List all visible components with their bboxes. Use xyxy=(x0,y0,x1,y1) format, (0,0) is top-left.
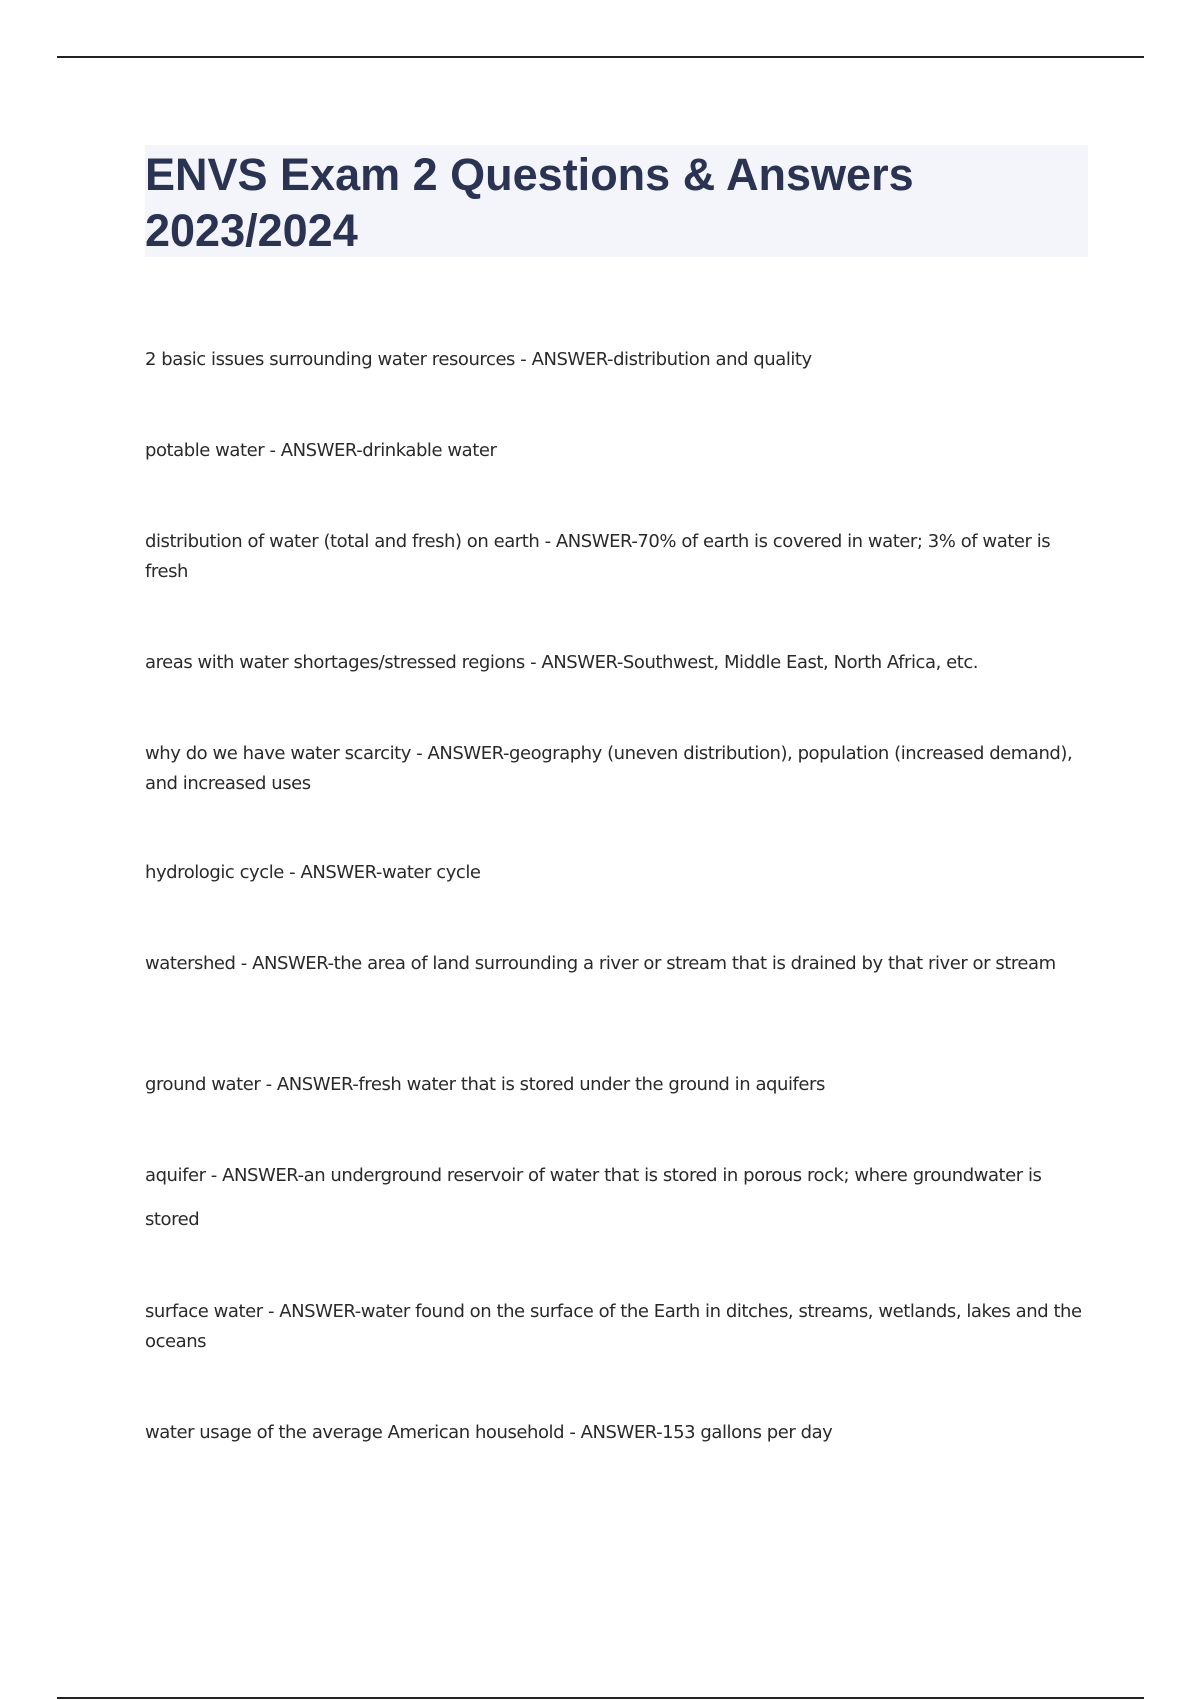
qa-item: water usage of the average American household - ANSWER-153 gallons per day xyxy=(145,1422,833,1443)
top-rule xyxy=(57,56,1144,58)
qa-item: surface water - ANSWER-water found on the surface of the Earth in ditches, streams, wetlands, lakes and the oceans xyxy=(145,1301,1082,1352)
qa-item: areas with water shortages/stressed regions - ANSWER-Southwest, Middle East, North Africa, etc. xyxy=(145,652,979,673)
qa-item: aquifer - ANSWER-an underground reservoir of water that is stored in porous rock; where groundwater is stored xyxy=(145,1165,1042,1230)
qa-item: 2 basic issues surrounding water resources - ANSWER-distribution and quality xyxy=(145,349,812,370)
document-title: ENVS Exam 2 Questions & Answers 2023/2024 xyxy=(145,149,914,256)
title-block xyxy=(145,145,1088,257)
qa-item: hydrologic cycle - ANSWER-water cycle xyxy=(145,862,481,883)
qa-item: potable water - ANSWER-drinkable water xyxy=(145,440,497,461)
qa-item: watershed - ANSWER-the area of land surrounding a river or stream that is drained by that river or stream xyxy=(145,953,1056,974)
qa-item: why do we have water scarcity - ANSWER-geography (uneven distribution), population (increased demand), and increased uses xyxy=(145,743,1073,794)
qa-item: ground water - ANSWER-fresh water that is stored under the ground in aquifers xyxy=(145,1074,825,1095)
qa-item: distribution of water (total and fresh) on earth - ANSWER-70% of earth is covered in water; 3% of water is fresh xyxy=(145,531,1051,582)
bottom-rule xyxy=(57,1697,1144,1699)
